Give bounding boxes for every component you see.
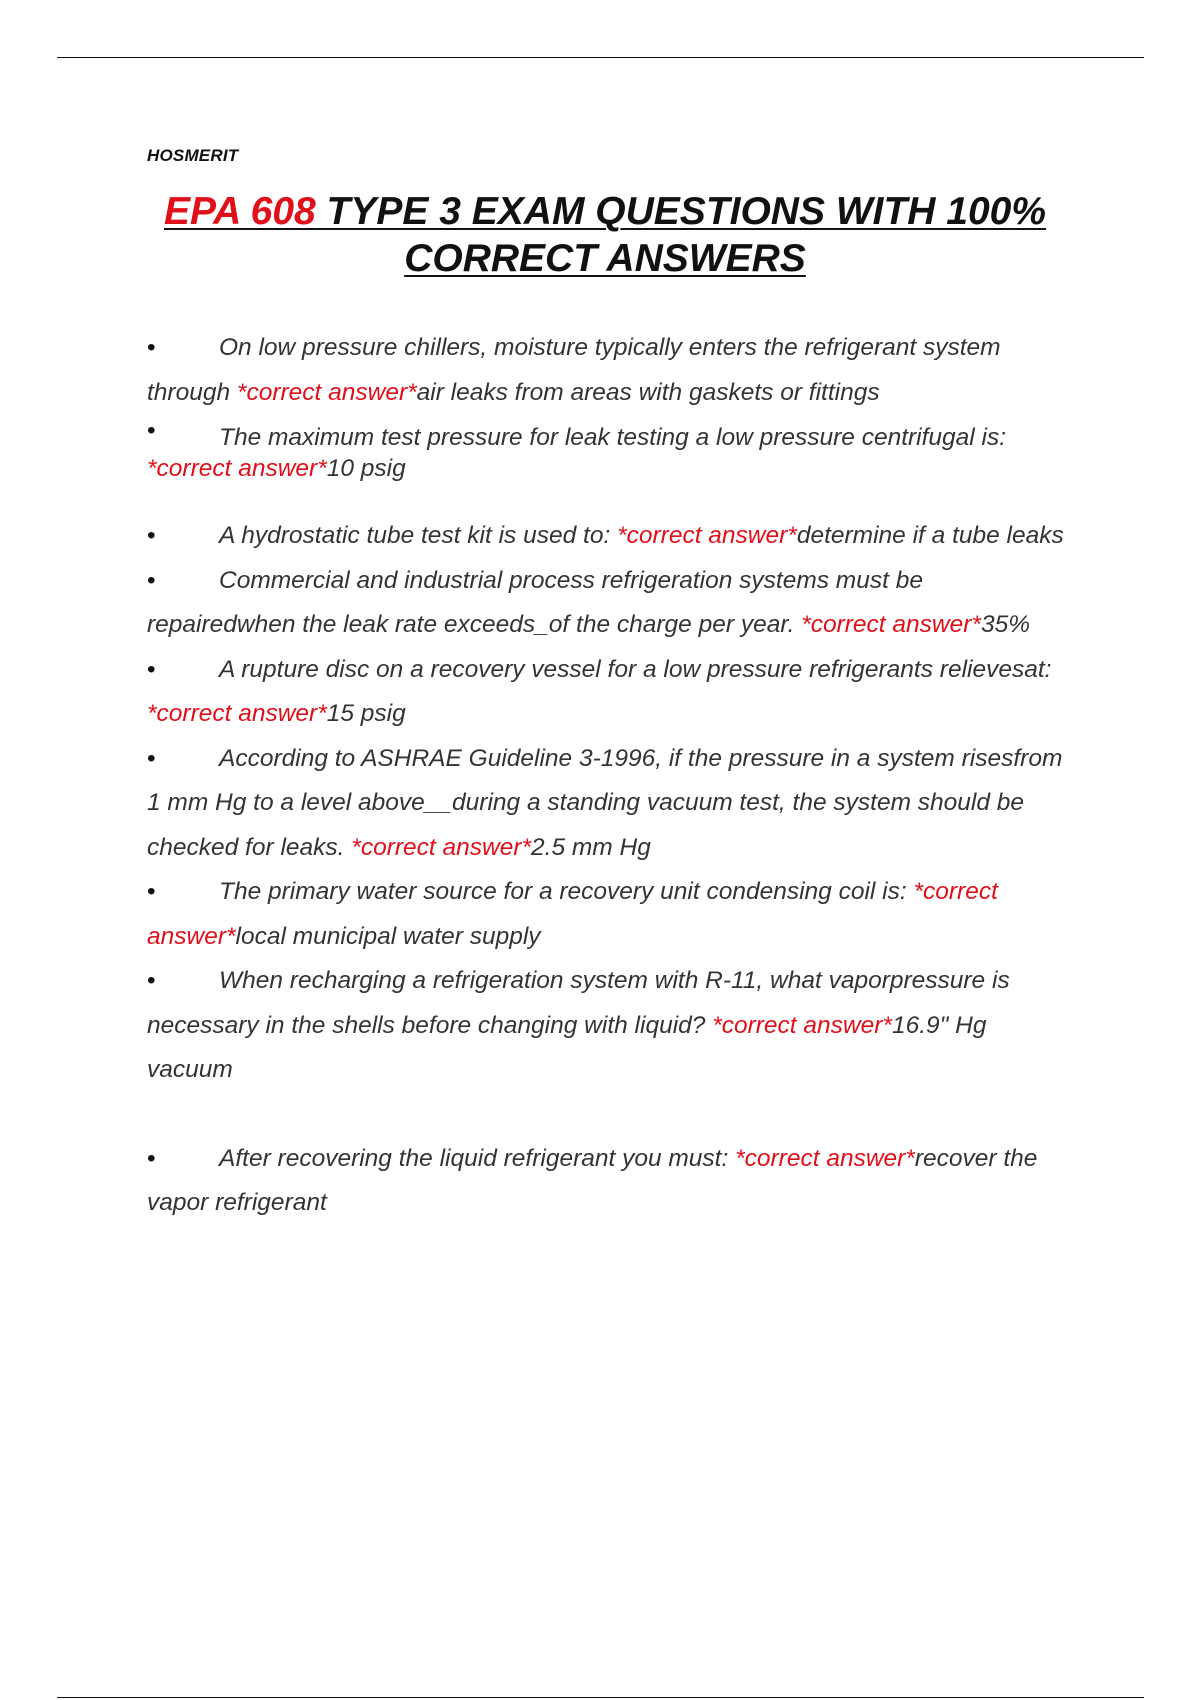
- question-item-1: [147, 326, 1067, 415]
- answer-label: *correct answer*: [712, 1011, 892, 1039]
- answer-label: *correct answer*: [147, 878, 998, 950]
- brand-label: HOSMERIT: [147, 146, 239, 165]
- bullet: •: [147, 417, 156, 444]
- question-text: Commercial and industrial process refrigeration systems must be repairedwhen the leak rate exceeds_of the charge per year.: [147, 566, 923, 638]
- bottom-rule: [57, 1697, 1144, 1698]
- question-item-8: [147, 959, 1067, 1093]
- answer-text: 35%: [980, 611, 1030, 638]
- question-text: On low pressure chillers, moisture typically enters the refrigerant system through: [147, 334, 1001, 406]
- question-item-5: [147, 648, 1067, 737]
- answer-text: recover the vapor refrigerant: [147, 1144, 1038, 1216]
- answer-text: air leaks from areas with gaskets or fittings: [416, 378, 880, 406]
- bullet: •: [147, 655, 156, 683]
- question-text: According to ASHRAE Guideline 3-1996, if the pressure in a system risesfrom 1 mm Hg to a level above__during a standing vacuum test, the system should be checked for leaks.: [147, 744, 1063, 861]
- question-text: When recharging a refrigeration system with R-11, what vaporpressure is necessary in the shells before changing with liquid?: [147, 967, 1010, 1039]
- bullet: •: [147, 967, 156, 994]
- answer-text: determine if a tube leaks: [796, 522, 1064, 549]
- answer-label: *correct answer*: [735, 1144, 915, 1172]
- answer-label: *correct answer*: [236, 378, 417, 406]
- bullet: •: [147, 878, 156, 905]
- question-text: After recovering the liquid refrigerant you must:: [219, 1144, 736, 1172]
- question-item-6: [147, 737, 1067, 871]
- title-accent: EPA 608: [163, 190, 316, 233]
- page-title: [140, 188, 1070, 282]
- question-item-2: [147, 415, 1067, 484]
- answer-label: *correct answer*: [351, 833, 532, 861]
- bullet: •: [147, 522, 156, 549]
- answer-text: 2.5 mm Hg: [531, 833, 651, 861]
- bullet: •: [147, 566, 156, 594]
- question-item-3: [147, 514, 1067, 559]
- answer-text: local municipal water supply: [235, 922, 541, 950]
- bullet: •: [147, 744, 156, 772]
- answer-label: *correct answer*: [801, 611, 981, 638]
- bullet: •: [147, 334, 156, 361]
- question-item-4: [147, 559, 1067, 648]
- answer-label: *correct answer*: [147, 455, 327, 482]
- bullet: •: [147, 1144, 156, 1172]
- question-text: The primary water source for a recovery unit condensing coil is:: [219, 878, 914, 905]
- question-text: The maximum test pressure for leak testing a low pressure centrifugal is:: [219, 424, 1007, 451]
- top-rule: [57, 57, 1144, 58]
- answer-text: 16.9" Hg vacuum: [147, 1011, 987, 1083]
- question-item-9: [147, 1137, 1067, 1226]
- question-text: A rupture disc on a recovery vessel for a low pressure refrigerants relievesat:: [219, 655, 1052, 683]
- question-text: A hydrostatic tube test kit is used to:: [219, 522, 618, 549]
- answer-label: *correct answer*: [147, 700, 327, 727]
- question-list: [147, 326, 1067, 1226]
- question-item-7: [147, 870, 1067, 959]
- answer-text: 15 psig: [326, 700, 406, 727]
- answer-label: *correct answer*: [617, 522, 797, 549]
- title-rest: TYPE 3 EXAM QUESTIONS WITH 100% CORRECT ANSWERS: [315, 190, 1047, 280]
- answer-text: 10 psig: [326, 455, 406, 482]
